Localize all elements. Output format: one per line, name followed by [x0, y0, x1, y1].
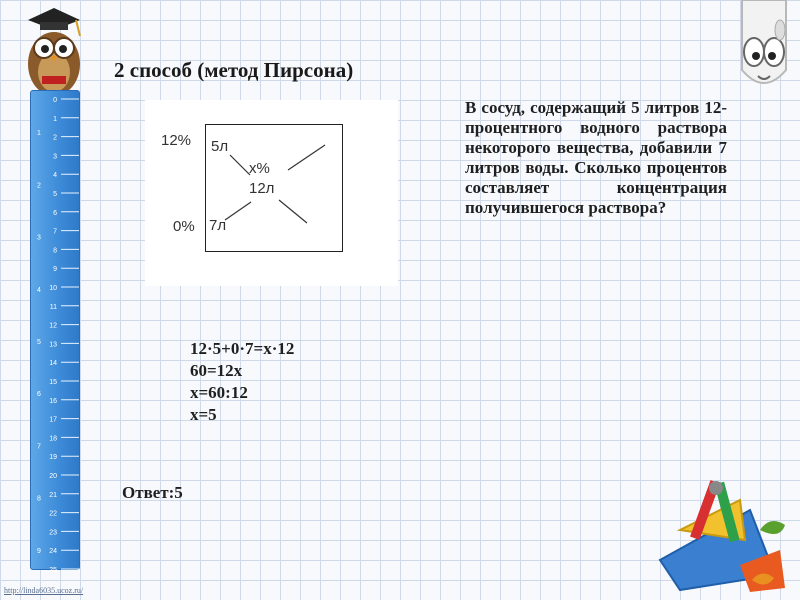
equation-line: 12·5+0·7=х·12 — [190, 339, 295, 358]
ruler-tick-label: 20 — [49, 473, 57, 480]
diagram-bottom-left-percent: 0% — [173, 218, 195, 235]
ruler-tick-label: 4 — [53, 172, 57, 180]
ruler-tick-label: 21 — [49, 491, 57, 499]
ruler-tick-label: 12 — [49, 322, 57, 330]
ruler-half-label: 2 — [37, 182, 41, 190]
problem-statement: В сосуд, содержащий 5 литров 12-процентного водного раствора некоторого вещества, добавили 7 литров воды. Сколько процентов составляет концентрация получившегося раствора? — [465, 98, 727, 217]
pearson-diagram — [145, 100, 398, 286]
equation-line: х=60:12 — [190, 383, 248, 402]
ruler-tick-label: 3 — [53, 153, 57, 161]
ruler-tick-label: 13 — [49, 341, 57, 349]
ruler-half-label: 7 — [37, 443, 41, 451]
ruler-tick-label: 23 — [49, 529, 57, 537]
solution-equations — [190, 338, 294, 426]
ruler-tick-label: 16 — [49, 397, 57, 405]
diagram-center-total: 12л — [249, 180, 275, 197]
ruler-tick-label: 25 — [49, 567, 57, 574]
slide-title: 2 способ (метод Пирсона) — [114, 58, 354, 82]
diagram-top-volume: 5л — [211, 138, 229, 155]
ruler-decoration — [30, 90, 80, 574]
answer-text: Ответ:5 — [122, 483, 183, 502]
ruler-half-label: 4 — [37, 286, 41, 294]
ruler-half-label: 6 — [37, 391, 41, 399]
ruler-half-label: 1 — [37, 130, 41, 138]
ruler-tick-label: 5 — [53, 191, 57, 198]
ruler-tick-label: 15 — [49, 379, 57, 386]
ruler-tick-label: 9 — [53, 266, 57, 274]
ruler-tick-label: 8 — [53, 247, 57, 255]
diagram-top-left-percent: 12% — [161, 132, 192, 149]
cartoon-eyes-mascot-icon — [728, 0, 800, 100]
ruler-tick-label: 2 — [53, 134, 57, 142]
ruler-tick-label: 14 — [49, 360, 57, 368]
ruler-tick-label: 18 — [49, 435, 57, 443]
equation-line: х=5 — [190, 405, 217, 424]
ruler-tick-label: 7 — [53, 228, 57, 236]
diagram-bottom-volume: 7л — [209, 217, 227, 234]
equation-line: 60=12х — [190, 361, 243, 380]
ruler-tick-label: 19 — [49, 454, 57, 462]
source-link[interactable]: http://linda6035.ucoz.ru/ — [4, 586, 84, 595]
ruler-half-label: 3 — [37, 234, 41, 242]
geometry-tools-illustration-icon — [640, 470, 790, 595]
ruler-half-label: 8 — [37, 495, 41, 503]
ruler-tick-label: 17 — [49, 416, 57, 424]
ruler-scale — [31, 91, 79, 574]
ruler-tick-label: 1 — [53, 115, 57, 123]
diagram-center-unknown: х% — [249, 160, 270, 177]
ruler-tick-label: 22 — [49, 510, 57, 518]
ruler-tick-label: 24 — [49, 548, 57, 556]
ruler-half-label: 5 — [37, 339, 41, 346]
ruler-tick-label: 11 — [49, 303, 57, 311]
ruler-tick-label: 6 — [53, 209, 57, 217]
owl-mascot-icon — [18, 6, 90, 102]
ruler-tick-label: 10 — [49, 285, 57, 292]
ruler-tick-label: 0 — [53, 97, 57, 104]
ruler-half-label: 9 — [37, 547, 41, 555]
